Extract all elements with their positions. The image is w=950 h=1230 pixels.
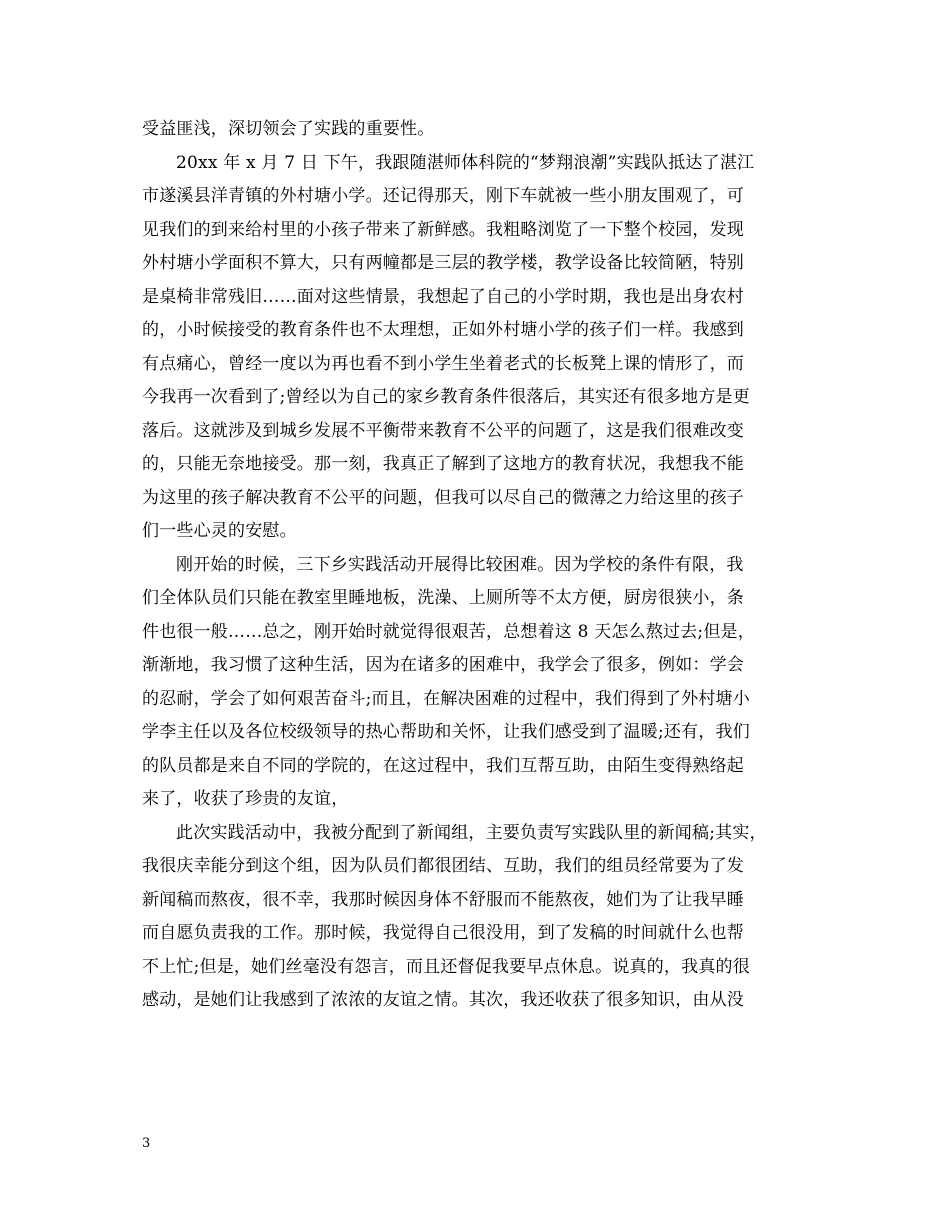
text-line: 落后。这就涉及到城乡发展不平衡带来教育不公平的问题了，这是我们很难改变 — [142, 420, 744, 441]
text-line: 感动，是她们让我感到了浓浓的友谊之情。其次，我还收获了很多知识，由从没 — [142, 990, 744, 1010]
text-line: 渐渐地，我习惯了这种生活，因为在诸多的困难中，我学会了很多，例如：学会 — [142, 655, 744, 675]
text-line: 外村塘小学面积不算大，只有两幢都是三层的教学楼，教学设备比较简陋，特别 — [142, 253, 744, 273]
text-line: 的，小时候接受的教育条件也不太理想，正如外村塘小学的孩子们一样。我感到 — [142, 320, 744, 340]
text-line: 有点痛心，曾经一度以为再也看不到小学生坐着老式的长板凳上课的情形了，而 — [142, 353, 744, 374]
text-line: 今我再一次看到了;曾经以为自己的家乡教育条件很落后，其实还有很多地方是更 — [142, 387, 750, 407]
text-line: 而自愿负责我的工作。那时候，我觉得自己很没用，到了发稿的时间就什么也帮 — [142, 923, 744, 943]
text-line: 市遂溪县洋青镇的外村塘小学。还记得那天，刚下车就被一些小朋友围观了，可 — [142, 186, 744, 206]
text-line: 新闻稿而熬夜，很不幸，我那时候因身体不舒服而不能熬夜，她们为了让我早睡 — [142, 889, 744, 910]
text-line: 是桌椅非常残旧……面对这些情景，我想起了自己的小学时期，我也是出身农村 — [142, 286, 744, 307]
text-line: 件也很一般……总之，刚开始时就觉得很艰苦，总想着这 8 天怎么熬过去;但是， — [142, 621, 755, 642]
text-line: 不上忙;但是，她们丝毫没有怨言，而且还督促我要早点休息。说真的，我真的很 — [142, 956, 750, 977]
body-text — [142, 113, 810, 1018]
text-line: 们一些心灵的安慰。 — [142, 521, 297, 541]
text-line: 的忍耐，学会了如何艰苦奋斗;而且，在解决困难的过程中，我们得到了外村塘小 — [142, 688, 750, 709]
page-number: 3 — [142, 1136, 151, 1151]
text-line: 学李主任以及各位校级领导的热心帮助和关怀，让我们感受到了温暖;还有，我们 — [142, 722, 750, 742]
text-line: 此次实践活动中，我被分配到了新闻组，主要负责写实践队里的新闻稿;其实， — [176, 822, 767, 843]
text-line: 为这里的孩子解决教育不公平的问题，但我可以尽自己的微薄之力给这里的孩子 — [142, 487, 744, 508]
text-line: 来了，收获了珍贵的友谊， — [142, 789, 349, 809]
text-line: 20xx 年 x 月 7 日 下午，我跟随湛师体科院的“梦翔浪潮”实践队抵达了湛江 — [176, 152, 755, 173]
text-line: 刚开始的时候，三下乡实践活动开展得比较困难。因为学校的条件有限，我 — [176, 554, 744, 575]
text-line: 我很庆幸能分到这个组，因为队员们都很团结、互助，我们的组员经常要为了发 — [142, 856, 744, 876]
text-line: 受益匪浅，深切领会了实践的重要性。 — [142, 119, 435, 139]
text-line: 见我们的到来给村里的小孩子带来了新鲜感。我粗略浏览了一下整个校园，发现 — [142, 219, 744, 240]
text-line: 们全体队员们只能在教室里睡地板，洗澡、上厕所等不太方便，厨房很狭小，条 — [142, 588, 744, 608]
text-line: 的队员都是来自不同的学院的，在这过程中，我们互帮互助，由陌生变得熟络起 — [142, 755, 744, 776]
text-line: 的，只能无奈地接受。那一刻，我真正了解到了这地方的教育状况，我想我不能 — [142, 454, 744, 474]
